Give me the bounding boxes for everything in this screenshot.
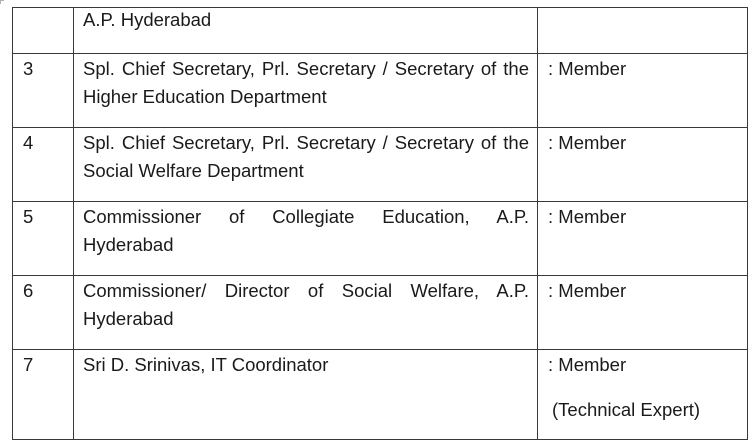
role-cell: [538, 8, 748, 54]
designation-cell: A.P. Hyderabad: [74, 8, 538, 54]
role-cell: : Member (Technical Expert): [538, 350, 748, 440]
table-row: [13, 128, 748, 202]
table-row: [13, 202, 748, 276]
page-corner-mark: [0, 0, 4, 4]
table-row: [13, 350, 748, 440]
role-cell: : Member: [538, 128, 748, 202]
serial-number-cell: 3: [13, 54, 74, 128]
designation-cell: Commissioner of Collegiate Education, A.P. Hyderabad: [74, 202, 538, 276]
serial-number-cell: [13, 8, 74, 54]
committee-members-table: [12, 7, 748, 440]
serial-number-cell: 4: [13, 128, 74, 202]
role-cell: : Member: [538, 54, 748, 128]
table-row: [13, 54, 748, 128]
serial-number-cell: 7: [13, 350, 74, 440]
table-row: [13, 8, 748, 54]
designation-cell: Sri D. Srinivas, IT Coordinator: [74, 350, 538, 440]
table-row: [13, 276, 748, 350]
designation-cell: Spl. Chief Secretary, Prl. Secretary / Secretary of the Higher Education Department: [74, 54, 538, 128]
serial-number-cell: 5: [13, 202, 74, 276]
role-note: (Technical Expert): [552, 398, 701, 420]
role-cell: : Member: [538, 276, 748, 350]
designation-cell: Spl. Chief Secretary, Prl. Secretary / Secretary of the Social Welfare Department: [74, 128, 538, 202]
serial-number-cell: 6: [13, 276, 74, 350]
role-cell: : Member: [538, 202, 748, 276]
designation-cell: Commissioner/ Director of Social Welfare, A.P. Hyderabad: [74, 276, 538, 350]
